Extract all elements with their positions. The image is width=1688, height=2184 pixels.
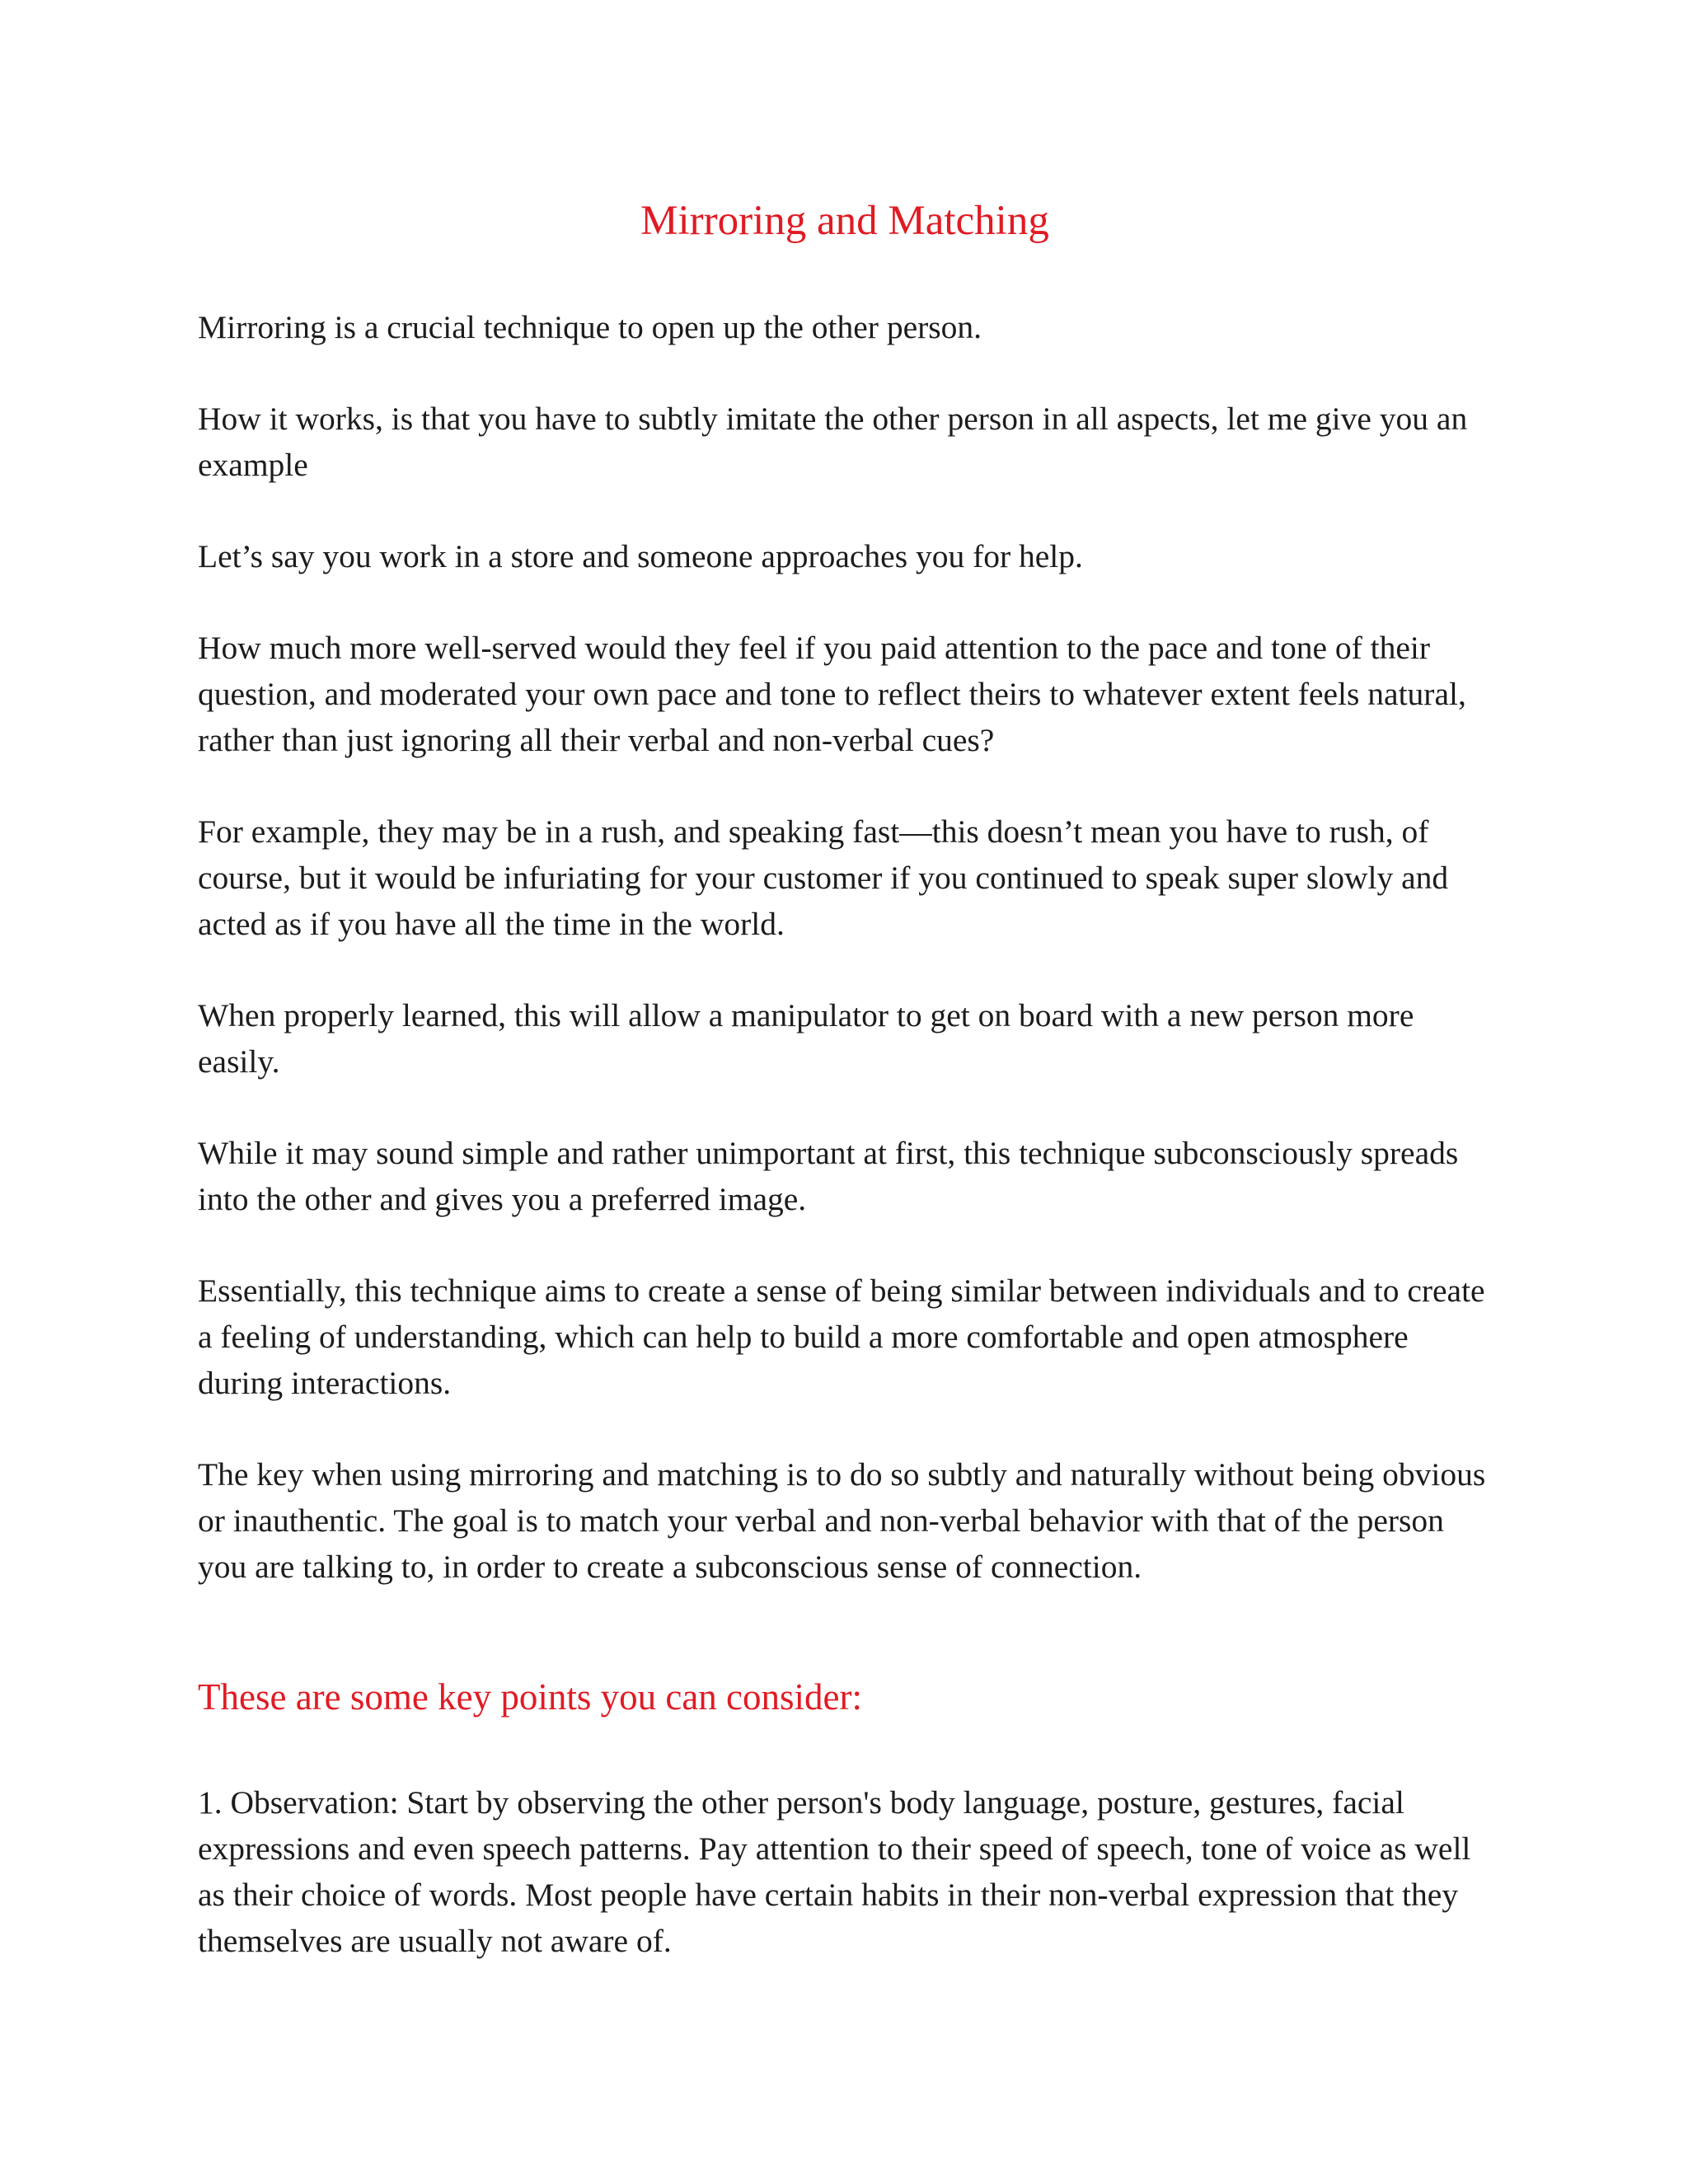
page-title: Mirroring and Matching: [640, 198, 1049, 244]
paragraph: How it works, is that you have to subtly imitate the other person in all aspects, let me give you an example: [198, 401, 1468, 483]
body-paragraphs: [198, 304, 1492, 1590]
list-item: 1. Observation: Start by observing the other person's body language, posture, gestures, facial expressions and even speech patterns. Pay attention to their speed of speech, tone of voice as well as their choice of words. Most people have certain habits in their non-verbal expression that they themselves are usually not aware of.: [198, 1784, 1471, 1959]
paragraph: While it may sound simple and rather unimportant at first, this technique subconsciously spreads into the other and gives you a preferred image.: [198, 1135, 1459, 1217]
paragraph: The key when using mirroring and matching is to do so subtly and naturally without being obvious or inauthentic. The goal is to match your verbal and non-verbal behavior with that of the person you are talking to, in order to create a subconscious sense of connection.: [198, 1456, 1486, 1585]
paragraph: Mirroring is a crucial technique to open up the other person.: [198, 309, 982, 345]
paragraph: For example, they may be in a rush, and speaking fast—this doesn’t mean you have to rush, of course, but it would be infuriating for your customer if you continued to speak super slowly and acted as if you have all the time in the world.: [198, 813, 1449, 942]
paragraph: Essentially, this technique aims to create a sense of being similar between individuals and to create a feeling of understanding, which can help to build a more comfortable and open atmosphere during interactions.: [198, 1272, 1485, 1401]
paragraph: When properly learned, this will allow a manipulator to get on board with a new person more easily.: [198, 997, 1414, 1080]
paragraph: Let’s say you work in a store and someone approaches you for help.: [198, 538, 1083, 574]
key-points-list: [198, 1779, 1492, 1964]
paragraph: How much more well-served would they feel if you paid attention to the pace and tone of their question, and moderated your own pace and tone to reflect theirs to whatever extent feels natural, rather than just ignoring all their verbal and non-verbal cues?: [198, 630, 1466, 758]
section-heading: These are some key points you can consider:: [198, 1676, 863, 1718]
page-content: [198, 196, 1492, 1964]
